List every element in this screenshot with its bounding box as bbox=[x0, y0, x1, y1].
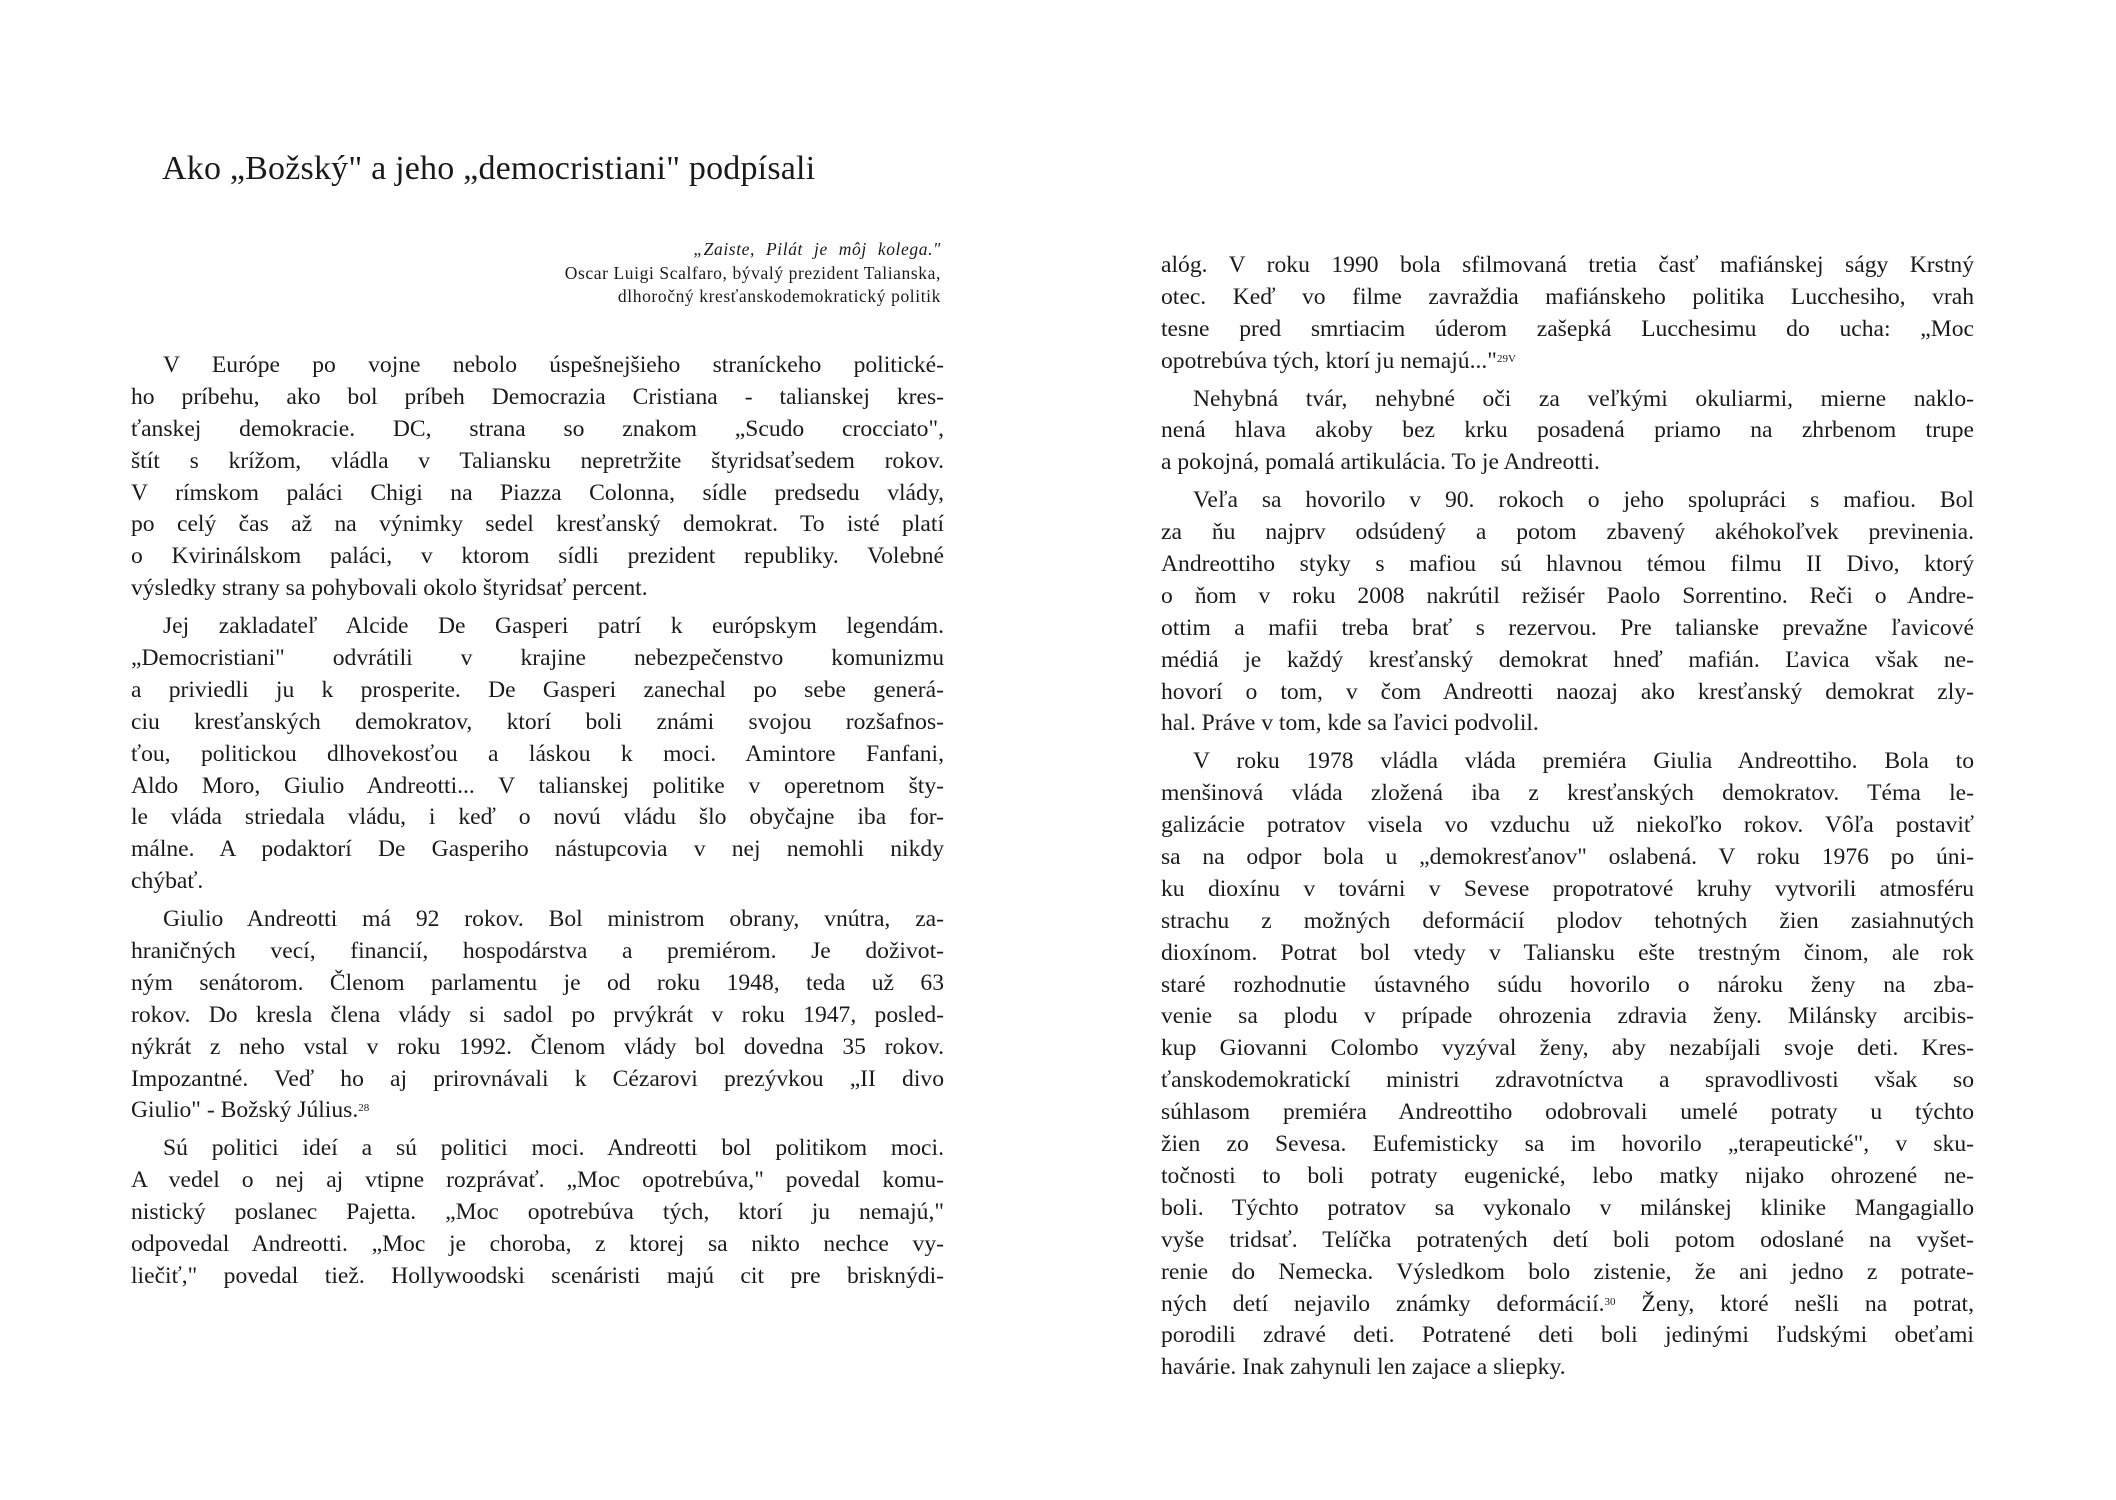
text-line: tesne pred smrtiacim úderom zašepká Lucchesimu do ucha: „Moc bbox=[1161, 315, 1974, 342]
text-line: V roku 1978 vládla vláda premiéra Giulia Andreottiho. Bola to bbox=[1193, 748, 1974, 775]
chapter-title: Ako „Božský" a jeho „democristiani" podpísali bbox=[162, 150, 816, 187]
text-line: strachu z možných deformácií plodov tehotných žien zasiahnutých bbox=[1161, 907, 1974, 934]
text-line: sa na odpor bola u „demokresťanov" oslabená. V roku 1976 po úni- bbox=[1161, 844, 1974, 871]
text-line: ťou, politickou dlhovekosťou a láskou k moci. Amintore Fanfani, bbox=[131, 740, 944, 767]
text-line: chýbať. bbox=[131, 868, 204, 895]
text-line: porodili zdravé deti. Potratené deti boli jedinými ľudskými obeťami bbox=[1161, 1322, 1974, 1349]
paragraph bbox=[131, 611, 944, 898]
text-line: Andreottiho styky s mafiou sú hlavnou témou filmu II Divo, ktorý bbox=[1161, 551, 1974, 578]
epigraph-quote: „Zaiste, Pilát je môj kolega." bbox=[693, 239, 941, 259]
text-line: galizácie potratov visela vo vzduchu už niekoľko rokov. Vôľa postaviť bbox=[1161, 812, 1974, 839]
text-line: nená hlava akoby bez krku posadená priamo na zhrbenom trupe bbox=[1161, 417, 1974, 444]
text-line: výsledky strany sa pohybovali okolo štyridsať percent. bbox=[131, 575, 648, 602]
text-line: Giulio Andreotti má 92 rokov. Bol ministrom obrany, vnútra, za- bbox=[163, 906, 944, 933]
footnote-marker[interactable]: 29V bbox=[1496, 352, 1516, 365]
text-line: boli. Týchto potratov sa vykonalo v milánskej klinike Mangagiallo bbox=[1161, 1194, 1974, 1221]
text-line: o ňom v roku 2008 nakrútil režisér Paolo Sorrentino. Reči o Andre- bbox=[1161, 582, 1974, 609]
text-line: žien zo Sevesa. Eufemisticky sa im hovorilo „terapeutické", v sku- bbox=[1161, 1131, 1974, 1158]
text-line: po celý čas až na výnimky sedel kresťanský demokrat. To isté platí bbox=[131, 511, 944, 538]
text-line: ných detí nejavilo známky deformácií.$^{30}$ Ženy, ktoré nešli na potrat, bbox=[1161, 1290, 1975, 1317]
text-line: V Európe po vojne nebolo úspešnejšieho straníckeho politické- bbox=[163, 352, 944, 378]
paragraph bbox=[1161, 485, 1974, 740]
text-line: ťanskej demokracie. DC, strana so znakom „Scudo crocciato", bbox=[131, 415, 944, 442]
epigraph bbox=[565, 238, 941, 309]
left-text-column bbox=[131, 350, 944, 1293]
right-text-column bbox=[1161, 250, 1974, 1384]
text-line: opotrebúva tých, ktorí ju nemajú..."$^{29V}$ bbox=[1161, 347, 1516, 374]
text-line: dioxínom. Potrat bol vtedy v Taliansku ešte trestným činom, ale rok bbox=[1161, 939, 1974, 966]
text-line: štít s krížom, vládla v Taliansku nepretržite štyridsaťsedem rokov. bbox=[131, 447, 944, 474]
text-line: rokov. Do kresla člena vlády si sadol po prvýkrát v roku 1947, posled- bbox=[131, 1001, 944, 1028]
text-line: a priviedli ju k prosperite. De Gasperi zanechal po sebe generá- bbox=[131, 676, 944, 703]
paragraph bbox=[131, 350, 944, 605]
text-line: venie sa plodu v prípade ohrozenia zdravia ženy. Milánsky arcibis- bbox=[1161, 1003, 1974, 1030]
text-line: hovorí o tom, v čom Andreotti naozaj ako kresťanský demokrat zly- bbox=[1161, 678, 1974, 705]
paragraph bbox=[1161, 250, 1974, 378]
text-line: kup Giovanni Colombo vyzýval ženy, aby nezabíjali svoje deti. Kres- bbox=[1161, 1035, 1974, 1062]
text-line: otec. Keď vo filme zavraždia mafiánskeho politika Lucchesiho, vrah bbox=[1161, 283, 1974, 310]
text-line: Veľa sa hovorilo v 90. rokoch o jeho spolupráci s mafiou. Bol bbox=[1193, 487, 1974, 514]
text-line: menšinová vláda zložená iba z kresťanských demokratov. Téma le- bbox=[1161, 780, 1974, 807]
text-line: ho príbehu, ako bol príbeh Democrazia Cristiana - talianskej kres- bbox=[131, 383, 944, 410]
text-line: za ňu najprv odsúdený a potom zbavený akéhokoľvek previnenia. bbox=[1161, 519, 1974, 546]
text-line: ným senátorom. Členom parlamentu je od roku 1948, teda už 63 bbox=[131, 969, 944, 996]
text-line: A vedel o nej aj vtipne rozprávať. „Moc opotrebúva," povedal komu- bbox=[131, 1167, 944, 1194]
text-line: Aldo Moro, Giulio Andreotti... V talianskej politike v operetnom šty- bbox=[131, 772, 944, 799]
text-line: ťanskodemokratickí ministri zdravotníctva a spravodlivosti však so bbox=[1161, 1067, 1974, 1094]
text-line: staré rozhodnutie ústavného súdu hovorilo o nároku ženy na zba- bbox=[1161, 971, 1974, 998]
text-line: V rímskom paláci Chigi na Piazza Colonna, sídle predsedu vlády, bbox=[131, 479, 944, 506]
text-line: Jej zakladateľ Alcide De Gasperi patrí k európskym legendám. bbox=[163, 613, 944, 640]
text-line: le vláda striedala vládu, i keď o novú vládu šlo obyčajne iba for- bbox=[131, 804, 944, 831]
text-line: hal. Práve v tom, kde sa ľavici podvolil. bbox=[1161, 710, 1539, 737]
text-line: ku dioxínu v továrni v Sevese propotratové kruhy vytvorili atmosféru bbox=[1161, 875, 1974, 902]
text-line: ottim a mafii treba brať s rezervou. Pre talianske prevažne ľavicové bbox=[1161, 614, 1974, 641]
text-line: ciu kresťanských demokratov, ktorí boli známi svojou rozšafnos- bbox=[131, 708, 944, 735]
text-line: médiá je každý kresťanský demokrat hneď mafián. Ľavica však ne- bbox=[1161, 646, 1974, 673]
text-line: vyše tridsať. Telíčka potratených detí boli potom odoslané na vyšet- bbox=[1161, 1226, 1974, 1253]
text-line: o Kvirinálskom paláci, v ktorom sídli prezident republiky. Volebné bbox=[131, 543, 944, 570]
text-line: Nehybná tvár, nehybné oči za veľkými okuliarmi, mierne naklo- bbox=[1193, 385, 1974, 412]
epigraph-attribution-line-2: dlhoročný kresťanskodemokratický politik bbox=[617, 286, 941, 306]
text-line: a pokojná, pomalá artikulácia. To je Andreotti. bbox=[1161, 449, 1600, 476]
paragraph bbox=[1161, 384, 1974, 480]
text-line: Sú politici ideí a sú politici moci. Andreotti bol politikom moci. bbox=[163, 1135, 944, 1162]
text-line: Impozantné. Veď ho aj prirovnávali k Cézarovi prezývkou „II divo bbox=[131, 1065, 944, 1092]
text-line: Giulio" - Božský Július.$^{28}$ bbox=[131, 1097, 370, 1124]
text-line: točnosti to boli potraty eugenické, lebo matky nijako ohrozené ne- bbox=[1161, 1162, 1974, 1189]
text-line: hraničných vecí, financií, hospodárstva a premiérom. Je doživot- bbox=[131, 938, 944, 965]
footnote-marker[interactable]: 28 bbox=[358, 1102, 370, 1115]
text-line: odpovedal Andreotti. „Moc je choroba, z ktorej sa nikto nechce vy- bbox=[131, 1231, 944, 1258]
text-line: havárie. Inak zahynuli len zajace a sliepky. bbox=[1161, 1354, 1566, 1381]
text-line: súhlasom premiéra Andreottiho odobrovali umelé potraty u týchto bbox=[1161, 1099, 1974, 1126]
text-line: nýkrát z neho vstal v roku 1992. Členom vlády bol dovedna 35 rokov. bbox=[131, 1033, 944, 1060]
text-line: renie do Nemecka. Výsledkom bolo zistenie, že ani jedno z potrate- bbox=[1161, 1258, 1974, 1285]
epigraph-attribution-line-1: Oscar Luigi Scalfaro, bývalý prezident Talianska, bbox=[564, 262, 941, 283]
paragraph bbox=[131, 1133, 944, 1292]
text-line: nistický poslanec Pajetta. „Moc opotrebúva tých, ktorí ju nemajú," bbox=[131, 1199, 944, 1226]
paragraph bbox=[131, 904, 944, 1127]
paragraph bbox=[1161, 746, 1974, 1384]
text-line: málne. A podaktorí De Gasperiho nástupcovia v nej nemohli nikdy bbox=[131, 836, 944, 863]
text-line: liečiť," povedal tiež. Hollywoodski scenáristi majú cit pre brisknýdi- bbox=[131, 1262, 944, 1289]
text-line: „Democristiani" odvrátili v krajine nebezpečenstvo komunizmu bbox=[131, 645, 944, 672]
footnote-marker[interactable]: 30 bbox=[1604, 1295, 1616, 1308]
text-line: alóg. V roku 1990 bola sfilmovaná tretia časť mafiánskej ságy Krstný bbox=[1161, 252, 1974, 278]
